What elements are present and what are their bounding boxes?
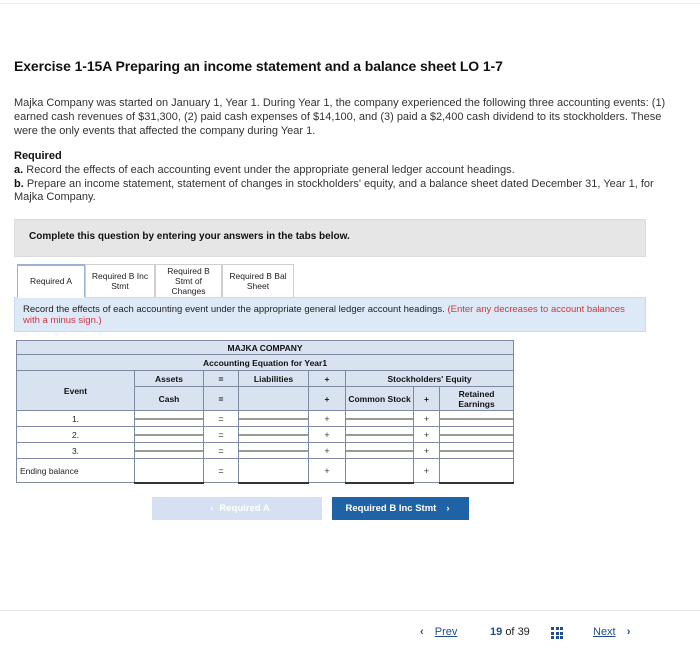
total-pages: 39 (517, 626, 530, 638)
plus-sign: + (309, 459, 346, 483)
plus-sign: + (414, 411, 440, 427)
cash-header: Cash (135, 387, 204, 411)
chevron-left-icon: ‹ (210, 503, 214, 514)
ending-retained-earnings (440, 459, 514, 483)
plus-sign: + (309, 443, 346, 459)
tab-required-a-label: Required A (29, 276, 73, 286)
plus-sign: + (414, 459, 440, 483)
liabilities-input[interactable] (239, 418, 308, 420)
ending-balance-label: Ending balance (17, 459, 135, 483)
event-label: 2. (17, 427, 135, 443)
panel-hint: (Enter any decreases to account balances with a minus sign.) (23, 304, 625, 326)
equity-header: Stockholders' Equity (346, 371, 514, 387)
cash-input[interactable] (135, 434, 203, 436)
tab-required-b-inc-stmt-label: Required B Inc Stmt (91, 271, 149, 291)
panel-instruction: Record the effects of each accounting event under the appropriate general ledger account headings. (23, 304, 445, 315)
grid-icon[interactable] (551, 627, 563, 639)
accounting-equation-table (16, 340, 514, 484)
equals-sign: = (204, 427, 239, 443)
prev-page-link[interactable] (420, 626, 457, 638)
chevron-left-icon: ‹ (420, 626, 424, 638)
tab-required-b-inc-stmt[interactable] (85, 264, 155, 298)
footer-divider (0, 610, 700, 611)
liabilities-header: Liabilities (239, 371, 309, 387)
plus-header: + (309, 371, 346, 387)
prev-required-button[interactable] (152, 497, 322, 520)
requirement-a-text: Record the effects of each accounting event under the appropriate general ledger account headings. (26, 164, 515, 176)
common-stock-header: Common Stock (346, 387, 414, 411)
retained-earnings-header: Retained Earnings (440, 387, 514, 411)
retained-earnings-input[interactable] (440, 418, 513, 420)
chevron-right-icon: › (626, 626, 631, 638)
plus-sign: + (414, 427, 440, 443)
plus-subheader: + (309, 387, 346, 411)
assets-header: Assets (135, 371, 204, 387)
requirement-a-label: a. (14, 164, 24, 176)
equals-sign: = (204, 443, 239, 459)
plus-sign: + (309, 427, 346, 443)
tab-required-b-bal-sheet-label: Required B Bal Sheet (229, 271, 287, 291)
table-row (17, 427, 514, 443)
instructions-text: Complete this question by entering your answers in the tabs below. (29, 231, 350, 242)
next-required-label: Required B Inc Stmt (345, 503, 437, 514)
cash-input[interactable] (135, 418, 203, 420)
prev-page-label: Prev (434, 626, 458, 638)
ending-common-stock (346, 459, 414, 483)
table-row (17, 443, 514, 459)
next-required-button[interactable] (332, 497, 469, 520)
page-of: of (505, 626, 515, 638)
table-subtitle: Accounting Equation for Year1 (17, 355, 514, 371)
current-page: 19 (490, 626, 503, 638)
ending-cash (135, 459, 204, 483)
event-label: 1. (17, 411, 135, 427)
tab-required-b-stmt-of-changes-label: Required B Stmt of Changes (167, 266, 210, 296)
exercise-intro: Majka Company was started on January 1, Year 1. During Year 1, the company experienced the following three accounting events: (1) earned cash revenues of $31,300, (2) paid cash expenses of $14,100, and (3) paid a $2,400 cash dividend to its stockholders. These were the only events that affected the company during Year 1. (14, 97, 666, 137)
chevron-right-icon: › (446, 503, 450, 514)
page-indicator (490, 626, 530, 638)
retained-earnings-input[interactable] (440, 450, 513, 452)
equals-subheader: = (204, 387, 239, 411)
tab-required-b-bal-sheet[interactable] (222, 264, 294, 298)
top-divider (0, 3, 700, 4)
common-stock-input[interactable] (346, 450, 413, 452)
plus-sign: + (309, 411, 346, 427)
plus-equity-header: + (414, 387, 440, 411)
equals-header: = (204, 371, 239, 387)
requirement-b (14, 178, 678, 204)
requirement-a (14, 164, 678, 177)
table-row (17, 411, 514, 427)
tab-required-b-stmt-of-changes[interactable] (155, 264, 222, 298)
equals-sign: = (204, 411, 239, 427)
required-heading: Required (14, 150, 62, 162)
instructions-box (14, 219, 646, 257)
prev-required-label: Required A (219, 503, 270, 514)
tab-required-a[interactable] (17, 264, 85, 298)
exercise-title: Exercise 1-15A Preparing an income statement and a balance sheet LO 1-7 (14, 58, 503, 74)
next-page-link[interactable] (593, 626, 630, 638)
cash-input[interactable] (135, 450, 203, 452)
event-header: Event (17, 371, 135, 411)
requirement-b-text: Prepare an income statement, statement of changes in stockholders' equity, and a balance sheet dated December 31, Year 1, for Majka Company. (14, 178, 654, 203)
retained-earnings-input[interactable] (440, 434, 513, 436)
event-label: 3. (17, 443, 135, 459)
equals-sign: = (204, 459, 239, 483)
liabilities-input[interactable] (239, 450, 308, 452)
common-stock-input[interactable] (346, 434, 413, 436)
common-stock-input[interactable] (346, 418, 413, 420)
liabilities-input[interactable] (239, 434, 308, 436)
liabilities-subheader (239, 387, 309, 411)
ending-liabilities (239, 459, 309, 483)
next-page-label: Next (593, 626, 616, 638)
requirement-b-label: b. (14, 178, 24, 190)
plus-sign: + (414, 443, 440, 459)
panel-text (23, 304, 633, 326)
ending-balance-row (17, 459, 514, 483)
company-name: MAJKA COMPANY (17, 341, 514, 355)
instruction-panel (14, 297, 646, 332)
